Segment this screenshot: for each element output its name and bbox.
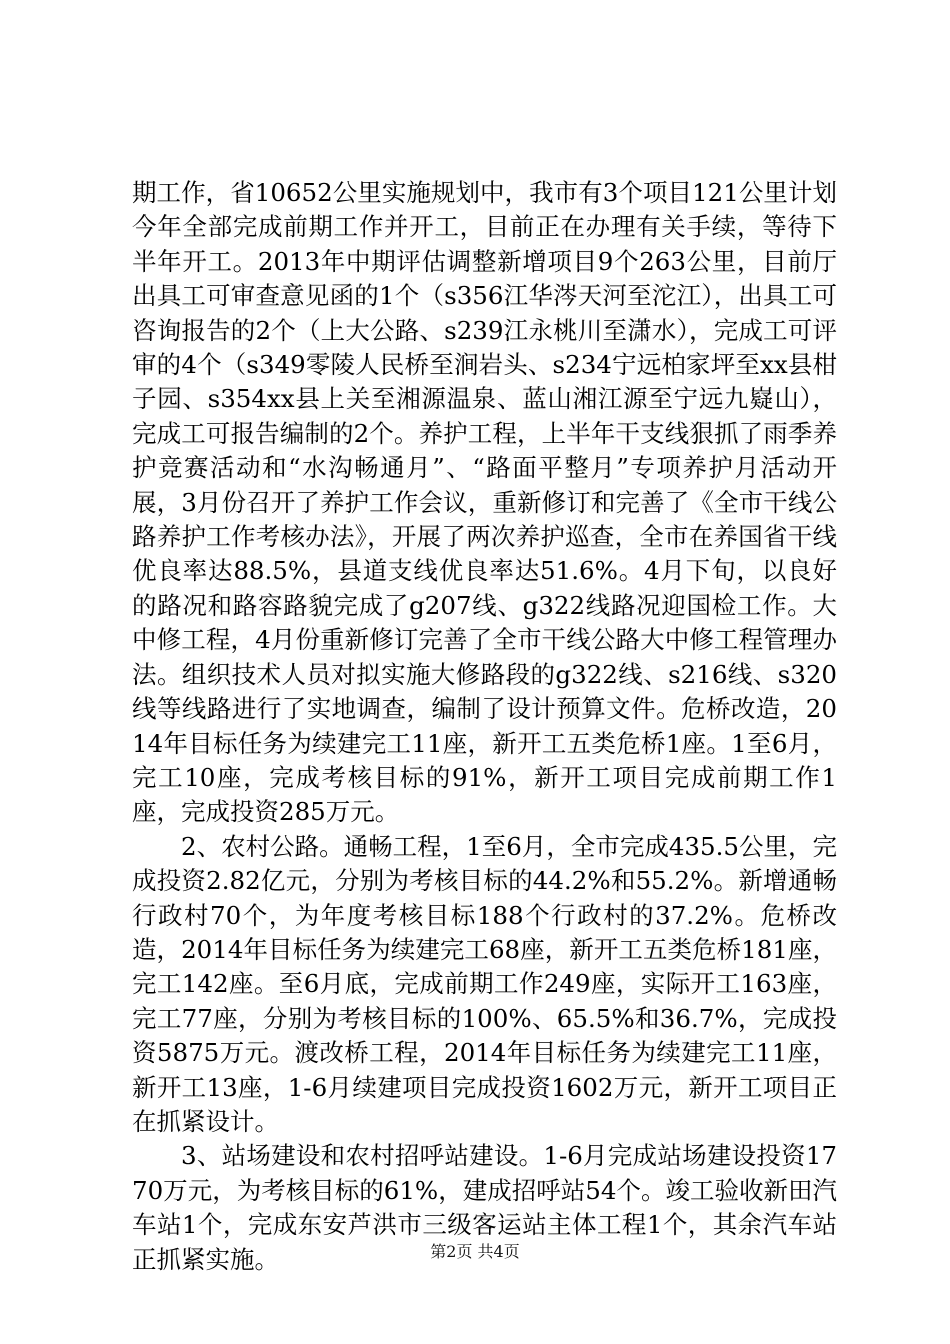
paragraph-1: 期工作，省10652公里实施规划中，我市有3个项目121公里计划今年全部完成前期工作并开工，目前正在办理有关手续，等待下半年开工。2013年中期评估调整新增项目9个263公里，目前厅出具工可审查意见函的1个（s356江华涔天河至沱江），出具工可咨询报告的2个（上大公路、s239江永桃川至潇水），完成工可评审的4个（s349零陵人民桥至涧岩头、s234宁远柏家坪至xx县柑子园、s354xx县上关至湘源温泉、蓝山湘江源至宁远九嶷山），完成工可报告编制的2个。养护工程，上半年干支线狠抓了雨季养护竞赛活动和“水沟畅通月”、“路面平整月”专项养护月活动开展，3月份召开了养护工作会议，重新修订和完善了《全市干线公路养护工作考核办法》，开展了两次养护巡查，全市在养国省干线优良率达88.5%，县道支线优良率达51.6%。4月下旬，以良好的路况和路容路貌完成了g207线、g322线路况迎国检工作。大中修工程，4月份重新修订完善了全市干线公路大中修工程管理办法。组织技术人员对拟实施大修路段的g322线、s216线、s320线等线路进行了实地调查，编制了设计预算文件。危桥改造，2014年目标任务为续建完工11座，新开工五类危桥1座。1至6月，完工10座，完成考核目标的91%，新开工项目完成前期工作1座，完成投资285万元。 [132,178,837,827]
paragraph-2: 2、农村公路。通畅工程，1至6月，全市完成435.5公里，完成投资2.82亿元，分别为考核目标的44.2%和55.2%。新增通畅行政村70个，为年度考核目标188个行政村的37.2%。危桥改造，2014年目标任务为续建完工68座，新开工五类危桥181座，完工142座。至6月底，完成前期工作249座，实际开工163座，完工77座，分别为考核目标的100%、65.5%和36.7%，完成投资5875万元。渡改桥工程，2014年目标任务为续建完工11座，新开工13座，1-6月续建项目完成投资1602万元，新开工项目正在抓紧设计。 [132,831,837,1136]
document-body [132,176,837,1277]
paragraph-3: 3、站场建设和农村招呼站建设。1-6月完成站场建设投资1770万元，为考核目标的61%，建成招呼站54个。竣工验收新田汽车站1个，完成东安芦洪市三级客运站主体工程1个，其余汽车站正抓紧实施。 [132,1141,837,1274]
page-footer: 第2页 共4页 [430,1242,520,1261]
